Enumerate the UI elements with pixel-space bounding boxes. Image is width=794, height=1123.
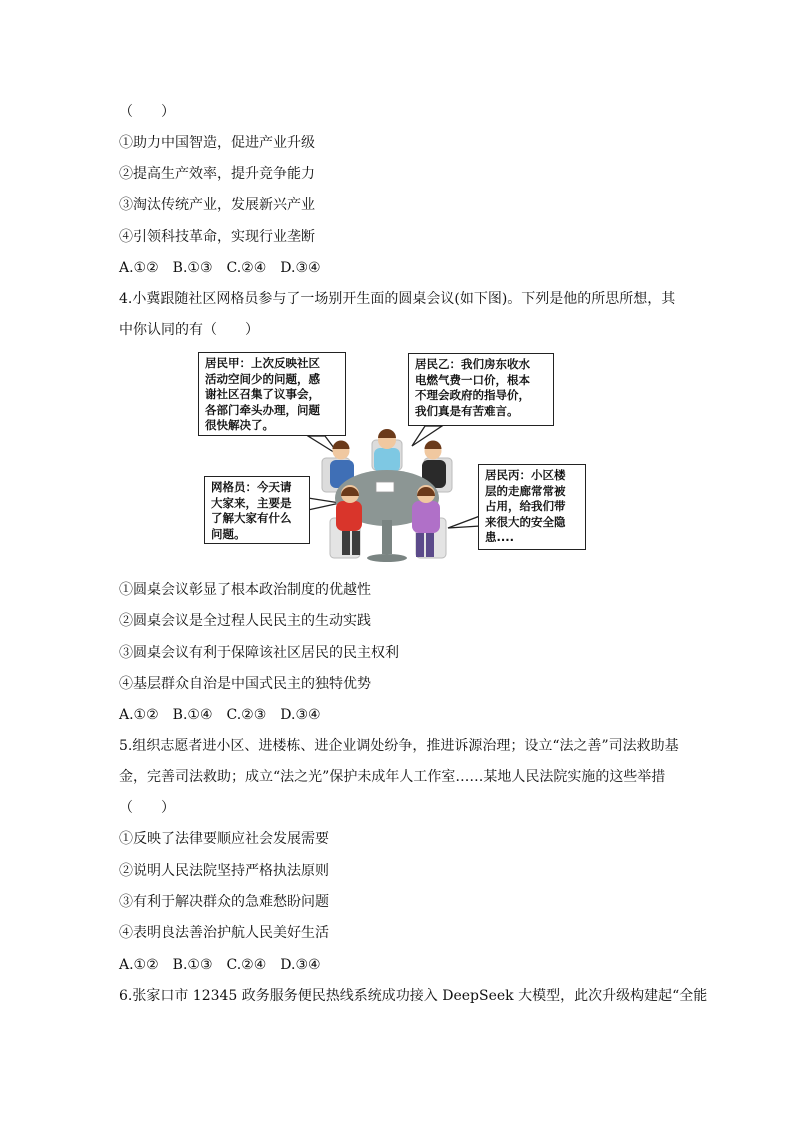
q4-answer-choices: A.①② B.①④ C.②③ D.③④ (119, 707, 321, 723)
q3-option-4: ④引领科技革命，实现行业垄断 (119, 229, 315, 245)
speech-bubble-grid-worker: 网格员：今天请 大家来，主要是 了解大家有什么 问题。 (204, 476, 310, 544)
q3-option-2: ②提高生产效率，提升竞争能力 (119, 166, 315, 182)
q3-answer-blank: （ ） (119, 104, 175, 120)
q6-stem-line-1: 6.张家口市 12345 政务服务便民热线系统成功接入 DeepSeek 大模型，此次升级构建起“全能 (119, 988, 708, 1004)
paper-on-table (376, 482, 394, 492)
speech-bubble-resident-a: 居民甲：上次反映社区 活动空间少的问题，感 谢社区召集了议事会， 各部门牵头办理，问题 很快解决了。 (198, 352, 346, 436)
q5-answer-blank: （ ） (119, 800, 175, 816)
q5-option-1: ①反映了法律要顺应社会发展需要 (119, 831, 329, 847)
speech-bubble-resident-c: 居民丙：小区楼 层的走廊常常被 占用，给我们带 来很大的安全隐 患.... (478, 464, 586, 550)
table-leg (382, 520, 392, 554)
person-top (374, 429, 400, 472)
q3-option-1: ①助力中国智造，促进产业升级 (119, 135, 315, 151)
q5-option-4: ④表明良法善治护航人民美好生活 (119, 925, 329, 941)
q4-option-3: ③圆桌会议有利于保障该社区居民的民主权利 (119, 645, 399, 661)
q5-option-3: ③有利于解决群众的急难愁盼问题 (119, 894, 329, 910)
roundtable-meeting-figure (190, 348, 590, 573)
speech-bubble-resident-b: 居民乙：我们房东收水 电燃气费一口价，根本 不理会政府的指导价， 我们真是有苦难言。 (408, 353, 554, 426)
q3-answer-choices: A.①② B.①③ C.②④ D.③④ (119, 260, 321, 276)
q5-option-2: ②说明人民法院坚持严格执法原则 (119, 863, 329, 879)
q4-option-1: ①圆桌会议彰显了根本政治制度的优越性 (119, 582, 371, 598)
table-base (367, 554, 407, 562)
q4-option-2: ②圆桌会议是全过程人民民主的生动实践 (119, 613, 371, 629)
q4-option-4: ④基层群众自治是中国式民主的独特优势 (119, 676, 371, 692)
q5-stem-line-1: 5.组织志愿者进小区、进楼栋、进企业调处纷争，推进诉源治理；设立“法之善”司法救助基 (119, 738, 679, 754)
q4-stem-line-1: 4.小冀跟随社区网格员参与了一场别开生面的圆桌会议(如下图)。下列是他的所思所想，其 (119, 291, 676, 307)
q3-option-3: ③淘汰传统产业，发展新兴产业 (119, 197, 315, 213)
q4-stem-line-2: 中你认同的有（ ） (119, 322, 259, 338)
q5-answer-choices: A.①② B.①③ C.②④ D.③④ (119, 957, 321, 973)
bubble-c-tail (448, 516, 480, 528)
q5-stem-line-2: 金，完善司法救助；成立“法之光”保护未成年人工作室……某地人民法院实施的这些举措 (119, 769, 666, 785)
